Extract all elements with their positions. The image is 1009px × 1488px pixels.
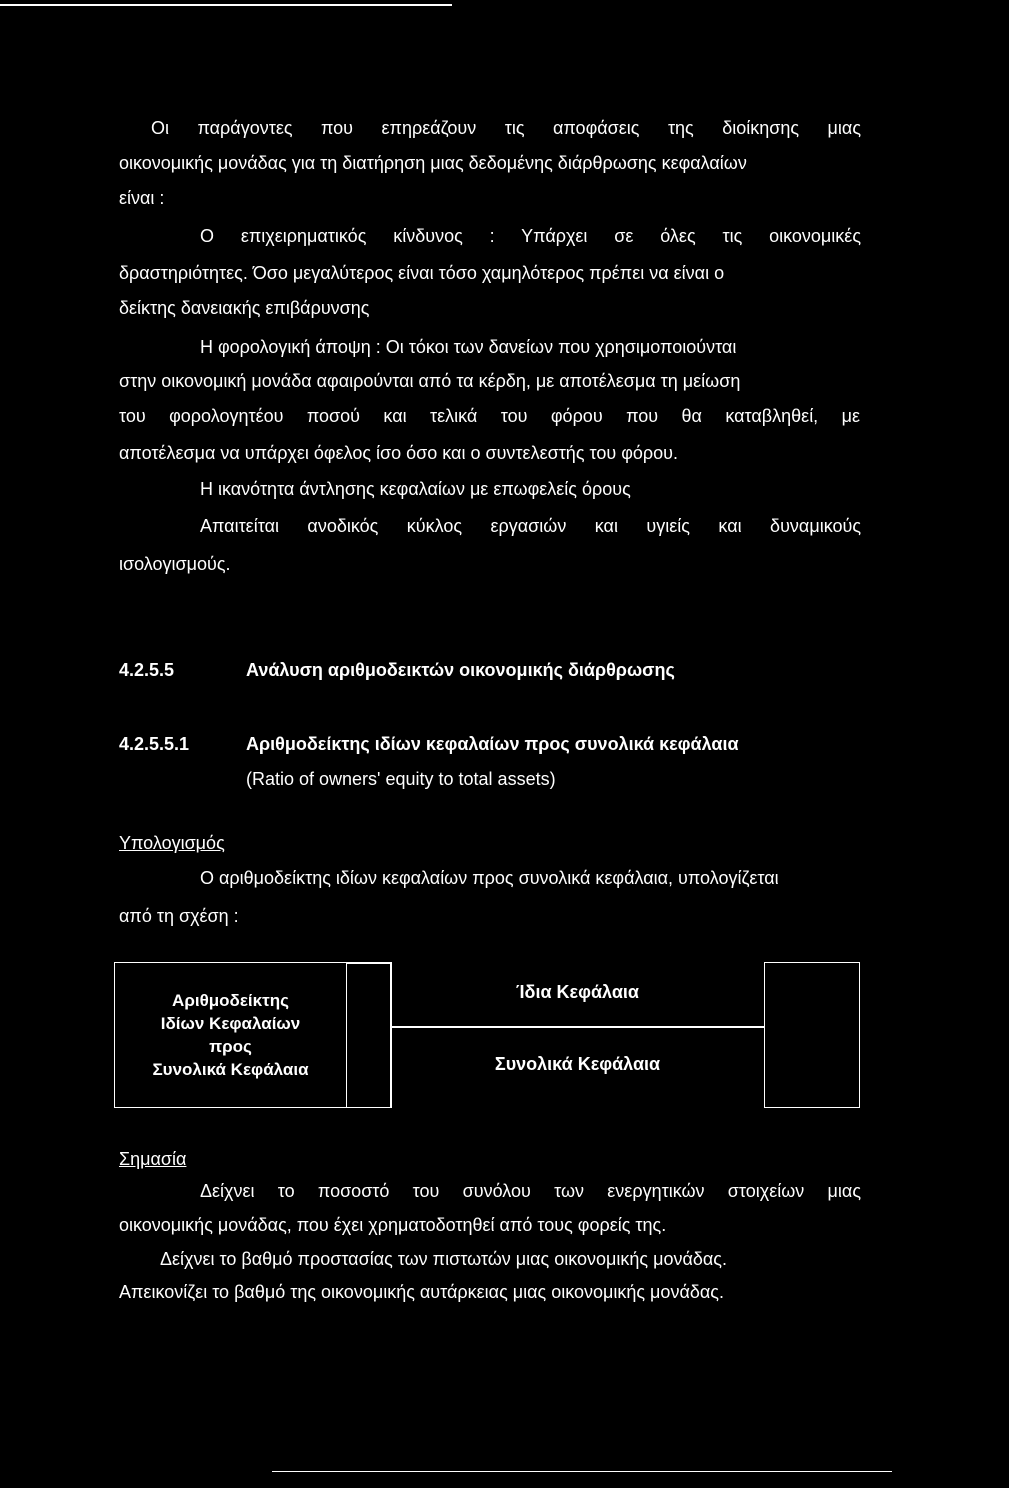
- subsection-english-title: (Ratio of owners' equity to total assets): [246, 769, 556, 789]
- paragraph-line: οικονομικής μονάδας για τη διατήρηση μιας δεδομένης διάρθρωσης κεφαλαίων: [119, 153, 747, 173]
- calculation-heading: Υπολογισμός: [119, 833, 225, 853]
- formula-denominator: Συνολικά Κεφάλαια: [494, 1054, 661, 1074]
- significance-line: Δείχνει το ποσοστό του συνόλου των ενεργητικών στοιχείων μιας: [200, 1181, 861, 1201]
- paragraph-line: Οι παράγοντες που επηρεάζουν τις αποφάσεις της διοίκησης μιας: [151, 118, 861, 138]
- section-number: 4.2.5.5: [119, 660, 175, 680]
- significance-line: Δείχνει το βαθμό προστασίας των πιστωτών μιας οικονομικής μονάδας.: [160, 1249, 727, 1269]
- fraction-bar: [391, 1026, 764, 1028]
- formula-label-box: [114, 962, 347, 1108]
- factor-line: στην οικονομική μονάδα αφαιρούνται από τα κέρδη, με αποτέλεσμα τη μείωση: [119, 371, 741, 391]
- formula-label-line: Ιδίων Κεφαλαίων: [160, 1014, 301, 1033]
- factor-line: ισολογισμούς.: [119, 554, 231, 574]
- significance-line: Απεικονίζει το βαθμό της οικονομικής αυτάρκειας μιας οικονομικής μονάδας.: [119, 1282, 724, 1302]
- significance-line: οικονομικής μονάδας, που έχει χρηματοδοτηθεί από τους φορείς της.: [119, 1215, 667, 1235]
- factor-line: Η φορολογική άποψη : Οι τόκοι των δανείων που χρησιμοποιούνται: [200, 337, 737, 357]
- factor-line: δείκτης δανειακής επιβάρυνσης: [119, 298, 370, 318]
- subsection-title: Αριθμοδείκτης ιδίων κεφαλαίων προς συνολικά κεφάλαια: [246, 734, 739, 754]
- factor-line: αποτέλεσμα να υπάρχει όφελος ίσο όσο και ο συντελεστής του φόρου.: [119, 443, 678, 463]
- top-rule: [0, 4, 452, 6]
- formula-numerator: Ίδια Κεφάλαια: [516, 982, 639, 1002]
- calculation-line: από τη σχέση :: [119, 906, 239, 926]
- factor-line: Ο επιχειρηματικός κίνδυνος : Υπάρχει σε όλες τις οικονομικές: [200, 226, 861, 246]
- section-title: Ανάλυση αριθμοδεικτών οικονομικής διάρθρωσης: [246, 660, 675, 680]
- formula-bottom-border: [347, 1107, 391, 1109]
- bottom-rule: [272, 1471, 892, 1472]
- subsection-number: 4.2.5.5.1: [119, 734, 190, 754]
- formula-top-border: [347, 962, 391, 964]
- formula-label-line: προς: [209, 1037, 252, 1056]
- factor-line: δραστηριότητες. Όσο μεγαλύτερος είναι τόσο χαμηλότερος πρέπει να είναι ο: [119, 263, 725, 283]
- paragraph-line: είναι :: [119, 188, 165, 208]
- formula-label-line: Συνολικά Κεφάλαια: [152, 1060, 309, 1079]
- calculation-line: Ο αριθμοδείκτης ιδίων κεφαλαίων προς συνολικά κεφάλαια, υπολογίζεται: [200, 868, 779, 888]
- ratio-formula: [114, 962, 860, 1108]
- factor-line: Απαιτείται ανοδικός κύκλος εργασιών και υγιείς και δυναμικούς: [200, 516, 861, 536]
- formula-result-box: [764, 962, 860, 1108]
- factor-line: Η ικανότητα άντλησης κεφαλαίων με επωφελείς όρους: [200, 479, 631, 499]
- factor-line: του φορολογητέου ποσού και τελικά του φόρου που θα καταβληθεί, με: [119, 406, 860, 426]
- formula-label-line: Αριθμοδείκτης: [172, 991, 289, 1010]
- significance-heading: Σημασία: [119, 1149, 187, 1169]
